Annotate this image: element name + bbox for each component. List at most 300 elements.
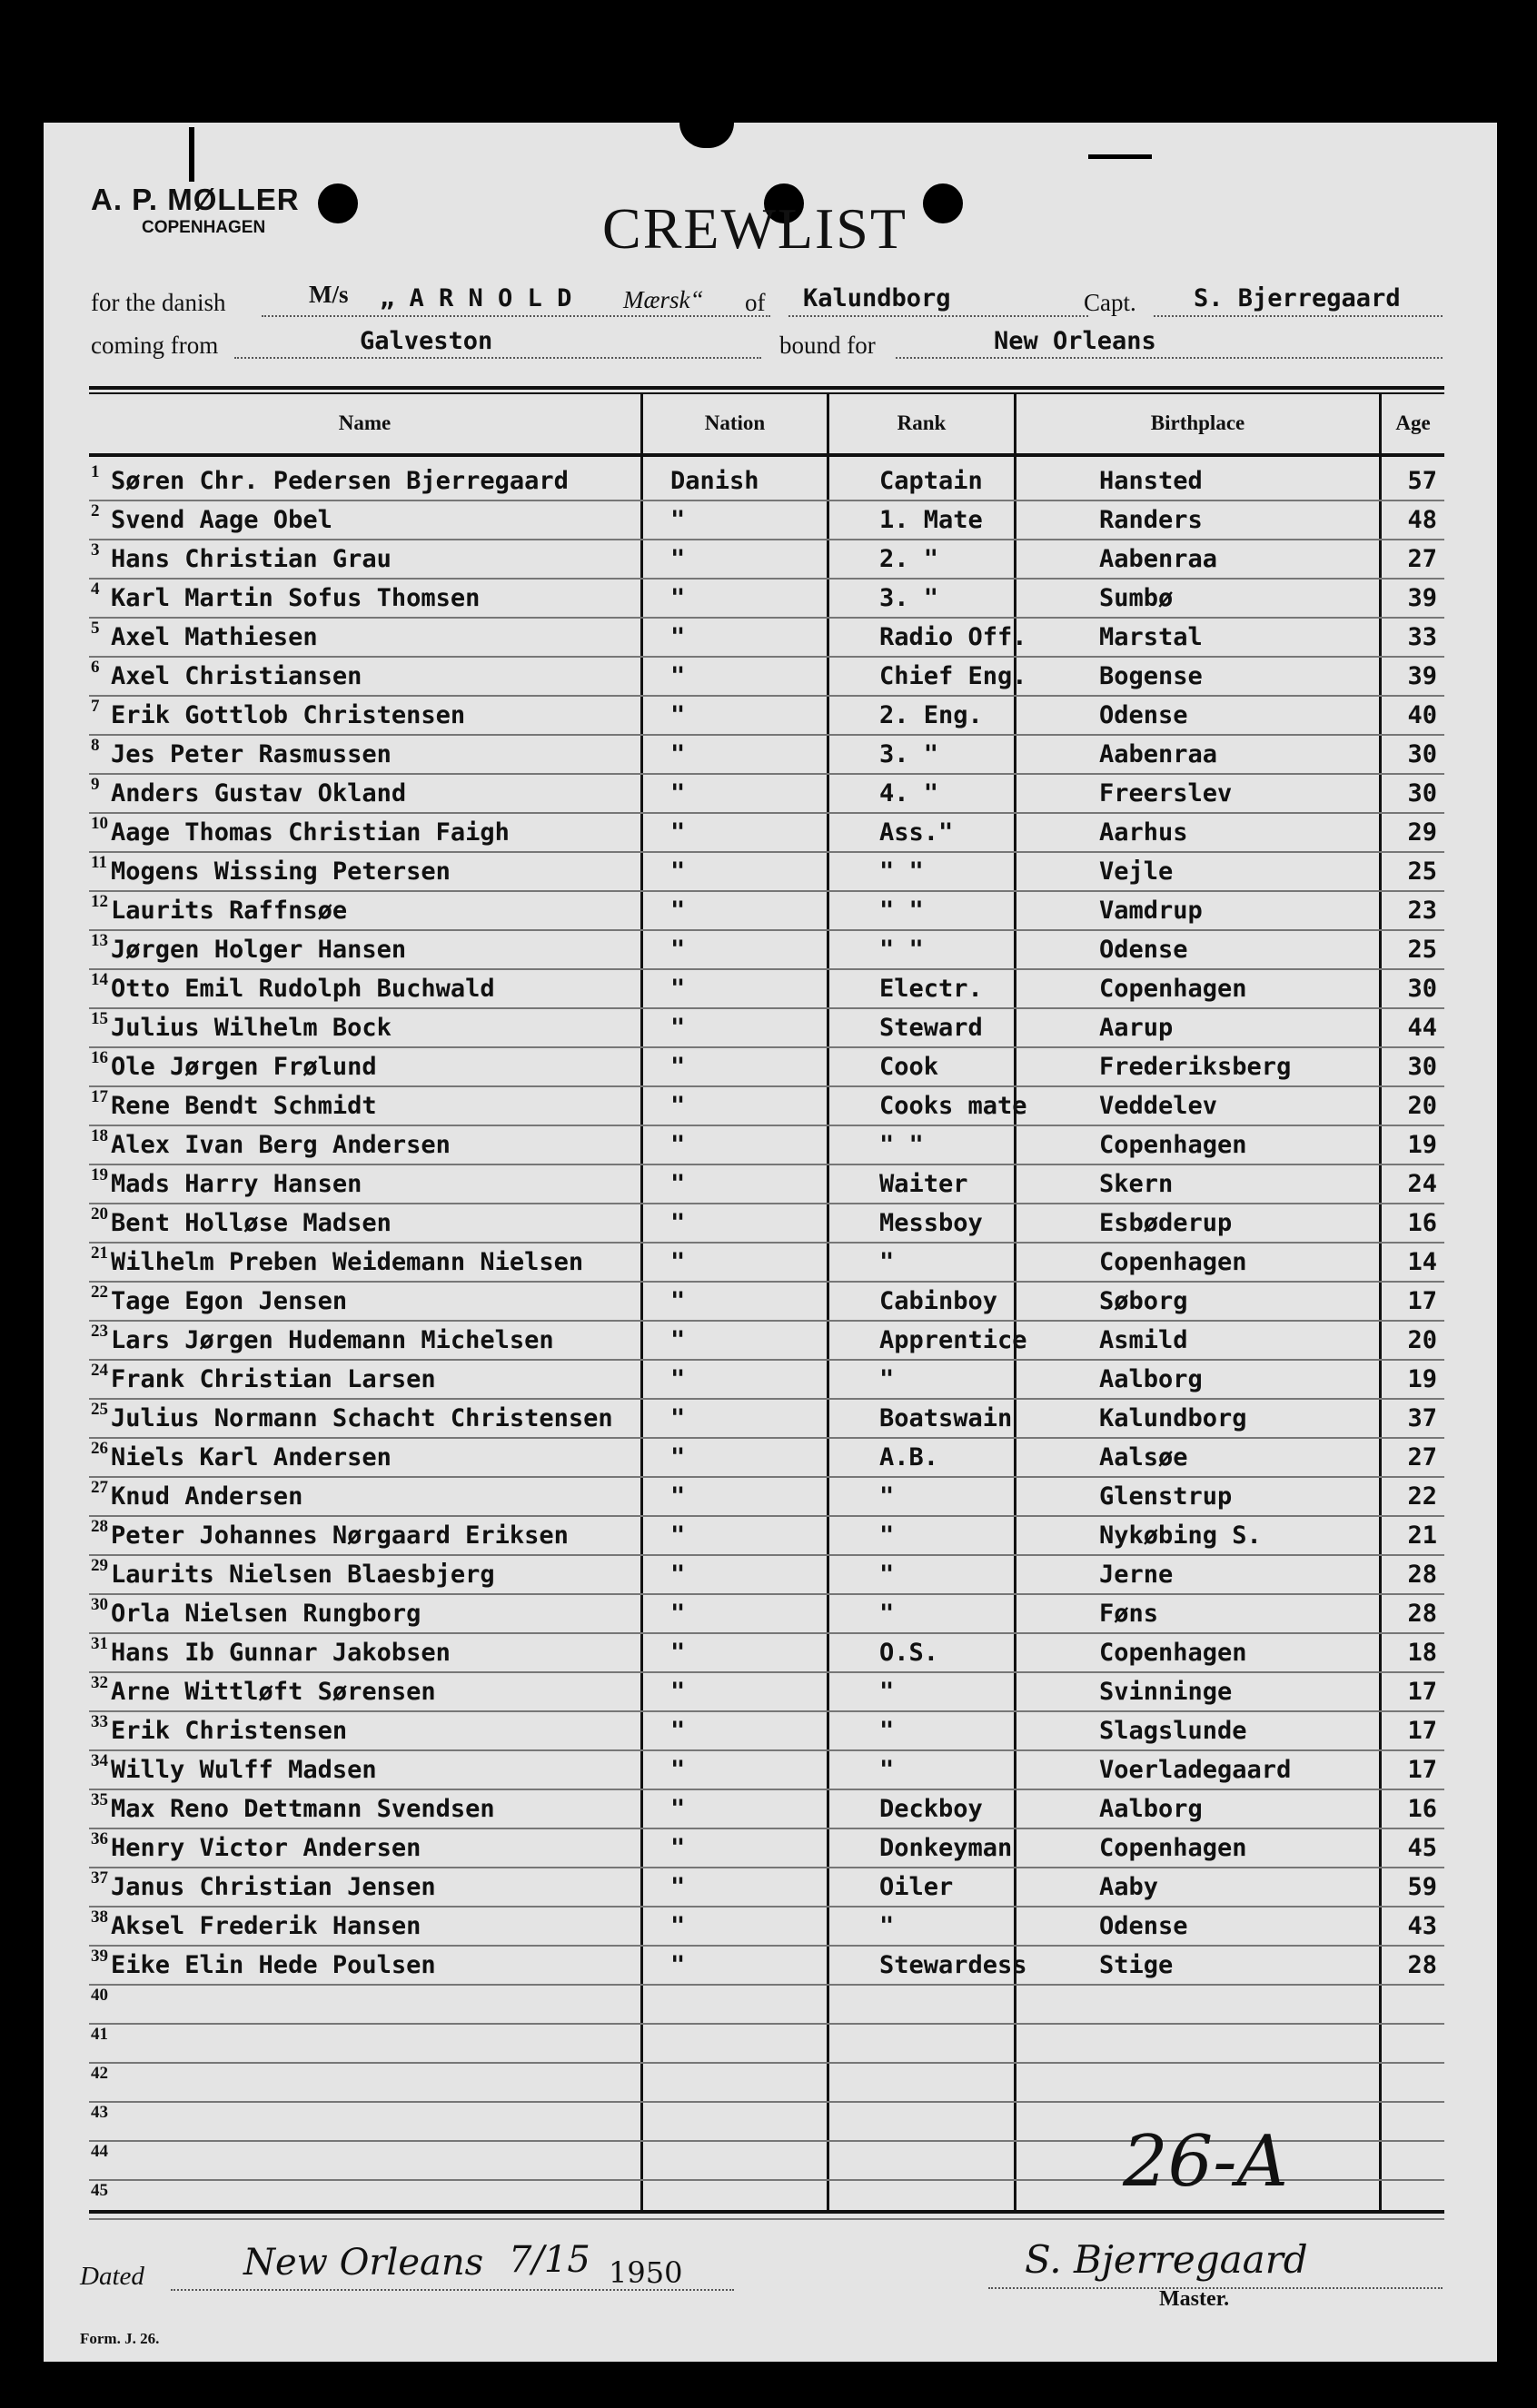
ship-prefix: M/s bbox=[309, 281, 349, 308]
crew-name: Jørgen Holger Hansen bbox=[111, 936, 407, 964]
crew-rank: Steward bbox=[879, 1014, 983, 1042]
row-number: 16 bbox=[91, 1048, 108, 1067]
company-name: A. P. MØLLER bbox=[91, 183, 300, 216]
crew-nation: " bbox=[670, 1951, 686, 1979]
company-city: COPENHAGEN bbox=[142, 218, 266, 237]
crew-rank: " bbox=[879, 1756, 895, 1784]
crew-birthplace: Stige bbox=[1099, 1951, 1174, 1979]
table-row bbox=[89, 734, 1444, 775]
row-number: 1 bbox=[91, 462, 100, 481]
fill-line bbox=[262, 315, 770, 317]
crew-nation: " bbox=[670, 623, 686, 651]
crew-name: Lars Jørgen Hudemann Michelsen bbox=[111, 1326, 554, 1354]
crew-name: Max Reno Dettmann Svendsen bbox=[111, 1795, 495, 1823]
crew-age: 40 bbox=[1407, 701, 1437, 729]
crew-rank: Oiler bbox=[879, 1873, 954, 1901]
table-row bbox=[89, 1867, 1444, 1908]
table-row bbox=[89, 1398, 1444, 1439]
crew-rank: " " bbox=[879, 897, 924, 925]
crew-birthplace: Bogense bbox=[1099, 662, 1203, 690]
master-label: Master. bbox=[1159, 2287, 1230, 2311]
table-row bbox=[89, 1593, 1444, 1634]
crew-age: 17 bbox=[1407, 1717, 1437, 1745]
ship-suffix: Mærsk“ bbox=[623, 286, 704, 313]
crew-name: Rene Bendt Schmidt bbox=[111, 1092, 377, 1120]
crew-nation: " bbox=[670, 1209, 686, 1237]
table-row bbox=[89, 1203, 1444, 1244]
crew-birthplace: Odense bbox=[1099, 701, 1188, 729]
crew-rank: Waiter bbox=[879, 1170, 968, 1198]
crew-rank: 3. " bbox=[879, 740, 939, 768]
crew-birthplace: Veddelev bbox=[1099, 1092, 1218, 1120]
row-number: 28 bbox=[91, 1517, 108, 1536]
crew-birthplace: Freerslev bbox=[1099, 779, 1233, 808]
crew-birthplace: Aalsøe bbox=[1099, 1443, 1188, 1472]
crew-rank: " " bbox=[879, 857, 924, 886]
crew-name: Knud Andersen bbox=[111, 1482, 303, 1511]
crew-age: 30 bbox=[1407, 1053, 1437, 1081]
crew-nation: " bbox=[670, 1600, 686, 1628]
crew-nation: " bbox=[670, 1639, 686, 1667]
punch-hole bbox=[318, 183, 358, 223]
crew-birthplace: Vamdrup bbox=[1099, 897, 1203, 925]
crew-rank: Messboy bbox=[879, 1209, 983, 1237]
crew-birthplace: Copenhagen bbox=[1099, 1834, 1247, 1862]
crew-nation: " bbox=[670, 662, 686, 690]
home-port: Kalundborg bbox=[803, 284, 951, 312]
crew-birthplace: Skern bbox=[1099, 1170, 1174, 1198]
crew-rank: " bbox=[879, 1561, 895, 1589]
crew-nation: " bbox=[670, 1717, 686, 1745]
coming-from-label: coming from bbox=[91, 332, 219, 359]
row-number: 24 bbox=[91, 1361, 108, 1380]
crew-nation: " bbox=[670, 1014, 686, 1042]
table-row bbox=[89, 1671, 1444, 1712]
table-top-rule bbox=[89, 392, 1444, 394]
crew-nation: " bbox=[670, 779, 686, 808]
table-row bbox=[89, 1632, 1444, 1673]
crew-name: Axel Christiansen bbox=[111, 662, 362, 690]
master-signature: S. Bjerregaard bbox=[1025, 2237, 1308, 2282]
crew-rank: Radio Off. bbox=[879, 623, 1027, 651]
row-number: 10 bbox=[91, 814, 108, 833]
crew-rank: Donkeyman bbox=[879, 1834, 1013, 1862]
fill-line bbox=[1154, 315, 1443, 317]
table-row bbox=[89, 1945, 1444, 1986]
crew-nation: " bbox=[670, 1131, 686, 1159]
crew-age: 59 bbox=[1407, 1873, 1437, 1901]
crew-name: Erik Gottlob Christensen bbox=[111, 701, 466, 729]
crew-rank: Chief Eng. bbox=[879, 662, 1027, 690]
bound-for-label: bound for bbox=[779, 332, 876, 359]
crew-nation: " bbox=[670, 1834, 686, 1862]
row-number: 20 bbox=[91, 1204, 108, 1224]
column-header-birthplace: Birthplace bbox=[1150, 411, 1245, 434]
crew-name: Anders Gustav Okland bbox=[111, 779, 407, 808]
crew-nation: " bbox=[670, 1912, 686, 1940]
row-number: 8 bbox=[91, 736, 100, 755]
crew-nation: " bbox=[670, 506, 686, 534]
crew-nation: " bbox=[670, 1170, 686, 1198]
crew-birthplace: Hansted bbox=[1099, 467, 1203, 495]
bound-for-value: New Orleans bbox=[994, 327, 1156, 355]
row-number: 13 bbox=[91, 931, 108, 950]
crew-nation: " bbox=[670, 897, 686, 925]
table-header-rule bbox=[89, 453, 1444, 457]
crew-name: Hans Ib Gunnar Jakobsen bbox=[111, 1639, 451, 1667]
crew-birthplace: Nykøbing S. bbox=[1099, 1521, 1262, 1550]
crew-name: Frank Christian Larsen bbox=[111, 1365, 436, 1393]
table-row bbox=[89, 1828, 1444, 1868]
row-number: 18 bbox=[91, 1126, 108, 1145]
crew-birthplace: Aaby bbox=[1099, 1873, 1159, 1901]
crew-birthplace: Søborg bbox=[1099, 1287, 1188, 1315]
row-number: 5 bbox=[91, 619, 100, 638]
crew-birthplace: Voerladegaard bbox=[1099, 1756, 1292, 1784]
fill-line bbox=[896, 357, 1443, 359]
crew-birthplace: Copenhagen bbox=[1099, 1639, 1247, 1667]
dated-year: 1950 bbox=[609, 2255, 683, 2290]
table-row bbox=[89, 539, 1444, 580]
crew-birthplace: Asmild bbox=[1099, 1326, 1188, 1354]
crew-age: 45 bbox=[1407, 1834, 1437, 1862]
crew-rank: A.B. bbox=[879, 1443, 939, 1472]
crew-rank: " bbox=[879, 1678, 895, 1706]
crew-birthplace: Frederiksberg bbox=[1099, 1053, 1292, 1081]
column-header-nation: Nation bbox=[704, 411, 766, 434]
crew-nation: " bbox=[670, 857, 686, 886]
crew-rank: Captain bbox=[879, 467, 983, 495]
crew-rank: Ass." bbox=[879, 818, 954, 847]
crew-name: Svend Aage Obel bbox=[111, 506, 332, 534]
crew-name: Jes Peter Rasmussen bbox=[111, 740, 392, 768]
ink-smudge bbox=[189, 127, 194, 182]
table-row bbox=[89, 1710, 1444, 1751]
table-row bbox=[89, 1320, 1444, 1361]
table-row bbox=[89, 656, 1444, 697]
crew-rank: Boatswain bbox=[879, 1404, 1013, 1432]
of-label: of bbox=[745, 289, 766, 316]
table-row bbox=[89, 1359, 1444, 1400]
row-number: 30 bbox=[91, 1595, 108, 1614]
crew-nation: " bbox=[670, 936, 686, 964]
row-number: 14 bbox=[91, 970, 108, 989]
crew-name: Otto Emil Rudolph Buchwald bbox=[111, 975, 495, 1003]
row-number: 36 bbox=[91, 1829, 108, 1848]
table-row bbox=[89, 1125, 1444, 1165]
crew-nation: " bbox=[670, 818, 686, 847]
crew-rank: 2. " bbox=[879, 545, 939, 573]
crew-birthplace: Marstal bbox=[1099, 623, 1203, 651]
crew-rank: 1. Mate bbox=[879, 506, 983, 534]
crew-age: 43 bbox=[1407, 1912, 1437, 1940]
crew-name: Aksel Frederik Hansen bbox=[111, 1912, 421, 1940]
crew-birthplace: Aarhus bbox=[1099, 818, 1188, 847]
crew-name: Hans Christian Grau bbox=[111, 545, 392, 573]
crew-age: 14 bbox=[1407, 1248, 1437, 1276]
crew-nation: " bbox=[670, 1365, 686, 1393]
crew-age: 39 bbox=[1407, 662, 1437, 690]
crew-rank: O.S. bbox=[879, 1639, 939, 1667]
crew-name: Janus Christian Jensen bbox=[111, 1873, 436, 1901]
column-header-name: Name bbox=[338, 411, 392, 434]
crew-name: Arne Wittløft Sørensen bbox=[111, 1678, 436, 1706]
row-number: 19 bbox=[91, 1165, 108, 1184]
crew-nation: " bbox=[670, 1326, 686, 1354]
crew-age: 30 bbox=[1407, 740, 1437, 768]
row-number: 29 bbox=[91, 1556, 108, 1575]
crew-age: 16 bbox=[1407, 1209, 1437, 1237]
crew-age: 44 bbox=[1407, 1014, 1437, 1042]
table-row bbox=[89, 1164, 1444, 1204]
crew-nation: " bbox=[670, 1756, 686, 1784]
table-row bbox=[89, 1242, 1444, 1283]
table-top-rule bbox=[89, 386, 1444, 390]
crew-nation: " bbox=[670, 740, 686, 768]
crew-name: Tage Egon Jensen bbox=[111, 1287, 348, 1315]
crew-name: Niels Karl Andersen bbox=[111, 1443, 392, 1472]
crew-rank: " bbox=[879, 1600, 895, 1628]
table-row bbox=[89, 1906, 1444, 1947]
crew-age: 30 bbox=[1407, 975, 1437, 1003]
crew-rank: 2. Eng. bbox=[879, 701, 983, 729]
crew-age: 17 bbox=[1407, 1756, 1437, 1784]
table-row bbox=[89, 695, 1444, 736]
crew-nation: " bbox=[670, 545, 686, 573]
row-number: 32 bbox=[91, 1673, 108, 1692]
crew-nation: " bbox=[670, 1795, 686, 1823]
for-the-danish-label: for the danish bbox=[91, 289, 226, 316]
crew-nation: " bbox=[670, 1248, 686, 1276]
ship-name: „ A R N O L D bbox=[380, 284, 572, 312]
row-number: 43 bbox=[91, 2103, 108, 2122]
table-row bbox=[89, 461, 1444, 501]
row-number: 25 bbox=[91, 1400, 108, 1419]
crew-nation: " bbox=[670, 975, 686, 1003]
crew-birthplace: Glenstrup bbox=[1099, 1482, 1233, 1511]
crew-age: 28 bbox=[1407, 1561, 1437, 1589]
captain-name: S. Bjerregaard bbox=[1194, 284, 1401, 312]
crew-age: 29 bbox=[1407, 818, 1437, 847]
ink-smudge bbox=[679, 123, 734, 148]
table-row bbox=[89, 578, 1444, 619]
crew-rank: " bbox=[879, 1912, 895, 1940]
punch-hole bbox=[923, 183, 963, 223]
crew-rank: Deckboy bbox=[879, 1795, 983, 1823]
crew-rank: Apprentice bbox=[879, 1326, 1027, 1354]
crew-birthplace: Føns bbox=[1099, 1600, 1159, 1628]
table-row bbox=[89, 773, 1444, 814]
row-number: 34 bbox=[91, 1751, 108, 1770]
table-row bbox=[89, 968, 1444, 1009]
crew-age: 22 bbox=[1407, 1482, 1437, 1511]
crew-name: Ole Jørgen Frølund bbox=[111, 1053, 377, 1081]
crew-birthplace: Randers bbox=[1099, 506, 1203, 534]
crew-nation: " bbox=[670, 1873, 686, 1901]
table-row bbox=[89, 851, 1444, 892]
crew-rank: Electr. bbox=[879, 975, 983, 1003]
crew-age: 19 bbox=[1407, 1131, 1437, 1159]
crew-nation: " bbox=[670, 1092, 686, 1120]
crew-rank: Stewardess bbox=[879, 1951, 1027, 1979]
crew-age: 25 bbox=[1407, 857, 1437, 886]
crew-nation: " bbox=[670, 1678, 686, 1706]
crew-age: 23 bbox=[1407, 897, 1437, 925]
crew-name: Laurits Raffnsøe bbox=[111, 897, 348, 925]
fill-line bbox=[234, 357, 761, 359]
crew-list-document bbox=[44, 123, 1497, 2362]
crew-birthplace: Kalundborg bbox=[1099, 1404, 1247, 1432]
crew-name: Mogens Wissing Petersen bbox=[111, 857, 451, 886]
row-number: 17 bbox=[91, 1087, 108, 1106]
crew-age: 17 bbox=[1407, 1678, 1437, 1706]
table-row bbox=[89, 1515, 1444, 1556]
crew-rank: Cabinboy bbox=[879, 1287, 998, 1315]
row-number: 11 bbox=[91, 853, 107, 872]
table-row bbox=[89, 617, 1444, 658]
crew-birthplace: Slagslunde bbox=[1099, 1717, 1247, 1745]
table-row bbox=[89, 929, 1444, 970]
crew-age: 30 bbox=[1407, 779, 1437, 808]
crew-name: Eike Elin Hede Poulsen bbox=[111, 1951, 436, 1979]
table-row bbox=[89, 1749, 1444, 1790]
table-row bbox=[89, 812, 1444, 853]
crew-nation: " bbox=[670, 1287, 686, 1315]
row-number: 44 bbox=[91, 2142, 108, 2161]
annotation-26a: 26-A bbox=[1123, 2121, 1288, 2203]
row-number: 42 bbox=[91, 2064, 108, 2083]
table-row bbox=[89, 1085, 1444, 1126]
crew-age: 19 bbox=[1407, 1365, 1437, 1393]
crew-name: Wilhelm Preben Weidemann Nielsen bbox=[111, 1248, 584, 1276]
crew-nation: " bbox=[670, 1404, 686, 1432]
crew-nation: " bbox=[670, 1521, 686, 1550]
ink-smudge bbox=[1088, 154, 1152, 159]
form-number: Form. J. 26. bbox=[80, 2330, 160, 2347]
row-number: 26 bbox=[91, 1439, 108, 1458]
crew-name: Laurits Nielsen Blaesbjerg bbox=[111, 1561, 495, 1589]
dated-date: 7/15 bbox=[509, 2239, 590, 2281]
crew-birthplace: Aabenraa bbox=[1099, 545, 1218, 573]
crew-name: Peter Johannes Nørgaard Eriksen bbox=[111, 1521, 569, 1550]
crew-age: 20 bbox=[1407, 1092, 1437, 1120]
page-title: CREWLIST bbox=[602, 196, 907, 261]
crew-rank: " " bbox=[879, 936, 924, 964]
row-number: 9 bbox=[91, 775, 100, 794]
crew-birthplace: Odense bbox=[1099, 1912, 1188, 1940]
table-row bbox=[89, 2062, 1444, 2103]
crew-nation: " bbox=[670, 1053, 686, 1081]
crew-birthplace: Odense bbox=[1099, 936, 1188, 964]
table-row bbox=[89, 1281, 1444, 1322]
capt-label: Capt. bbox=[1084, 289, 1136, 316]
crew-age: 21 bbox=[1407, 1521, 1437, 1550]
crew-rank: 3. " bbox=[879, 584, 939, 612]
crew-birthplace: Jerne bbox=[1099, 1561, 1174, 1589]
crew-birthplace: Svinninge bbox=[1099, 1678, 1233, 1706]
crew-rank: " bbox=[879, 1248, 895, 1276]
crew-birthplace: Aalborg bbox=[1099, 1365, 1203, 1393]
crew-nation: " bbox=[670, 1561, 686, 1589]
crew-age: 57 bbox=[1407, 467, 1437, 495]
row-number: 37 bbox=[91, 1868, 108, 1888]
crew-age: 33 bbox=[1407, 623, 1437, 651]
table-row bbox=[89, 1046, 1444, 1087]
crew-birthplace: Vejle bbox=[1099, 857, 1174, 886]
crew-age: 39 bbox=[1407, 584, 1437, 612]
crew-age: 25 bbox=[1407, 936, 1437, 964]
row-number: 12 bbox=[91, 892, 108, 911]
crew-nation: " bbox=[670, 1482, 686, 1511]
crew-name: Erik Christensen bbox=[111, 1717, 348, 1745]
table-row bbox=[89, 2023, 1444, 2064]
table-row bbox=[89, 1437, 1444, 1478]
crew-age: 24 bbox=[1407, 1170, 1437, 1198]
crew-age: 18 bbox=[1407, 1639, 1437, 1667]
row-number: 27 bbox=[91, 1478, 108, 1497]
row-number: 39 bbox=[91, 1947, 108, 1966]
coming-from-value: Galveston bbox=[360, 327, 493, 355]
row-number: 33 bbox=[91, 1712, 108, 1731]
crew-name: Søren Chr. Pedersen Bjerregaard bbox=[111, 467, 569, 495]
crew-birthplace: Aabenraa bbox=[1099, 740, 1218, 768]
row-number: 23 bbox=[91, 1322, 108, 1341]
crew-name: Henry Victor Andersen bbox=[111, 1834, 421, 1862]
row-number: 7 bbox=[91, 697, 100, 716]
row-number: 4 bbox=[91, 580, 100, 599]
crew-birthplace: Aarup bbox=[1099, 1014, 1174, 1042]
crew-age: 27 bbox=[1407, 545, 1437, 573]
row-number: 40 bbox=[91, 1986, 108, 2005]
crew-name: Aage Thomas Christian Faigh bbox=[111, 818, 510, 847]
crew-rank: " bbox=[879, 1482, 895, 1511]
crew-age: 37 bbox=[1407, 1404, 1437, 1432]
crew-name: Orla Nielsen Rungborg bbox=[111, 1600, 421, 1628]
fill-line bbox=[788, 315, 1088, 317]
row-number: 6 bbox=[91, 658, 100, 677]
crew-birthplace: Sumbø bbox=[1099, 584, 1174, 612]
crew-age: 20 bbox=[1407, 1326, 1437, 1354]
crew-age: 17 bbox=[1407, 1287, 1437, 1315]
crew-birthplace: Copenhagen bbox=[1099, 1131, 1247, 1159]
table-row bbox=[89, 1007, 1444, 1048]
crew-rank: 4. " bbox=[879, 779, 939, 808]
table-row bbox=[89, 890, 1444, 931]
crew-age: 16 bbox=[1407, 1795, 1437, 1823]
crew-nation: Danish bbox=[670, 467, 759, 495]
row-number: 38 bbox=[91, 1908, 108, 1927]
crew-name: Bent Holløse Madsen bbox=[111, 1209, 392, 1237]
crew-birthplace: Copenhagen bbox=[1099, 975, 1247, 1003]
crew-age: 48 bbox=[1407, 506, 1437, 534]
table-row bbox=[89, 1789, 1444, 1829]
row-number: 2 bbox=[91, 501, 100, 520]
crew-name: Mads Harry Hansen bbox=[111, 1170, 362, 1198]
column-header-age: Age bbox=[1395, 411, 1431, 434]
crew-name: Julius Normann Schacht Christensen bbox=[111, 1404, 613, 1432]
crew-birthplace: Esbøderup bbox=[1099, 1209, 1233, 1237]
crew-birthplace: Aalborg bbox=[1099, 1795, 1203, 1823]
crew-age: 28 bbox=[1407, 1951, 1437, 1979]
crew-age: 27 bbox=[1407, 1443, 1437, 1472]
table-row bbox=[89, 1476, 1444, 1517]
dated-label: Dated bbox=[80, 2262, 144, 2291]
crew-age: 28 bbox=[1407, 1600, 1437, 1628]
row-number: 35 bbox=[91, 1790, 108, 1809]
crew-rank: Cook bbox=[879, 1053, 939, 1081]
crew-rank: " " bbox=[879, 1131, 924, 1159]
table-row bbox=[89, 1984, 1444, 2025]
